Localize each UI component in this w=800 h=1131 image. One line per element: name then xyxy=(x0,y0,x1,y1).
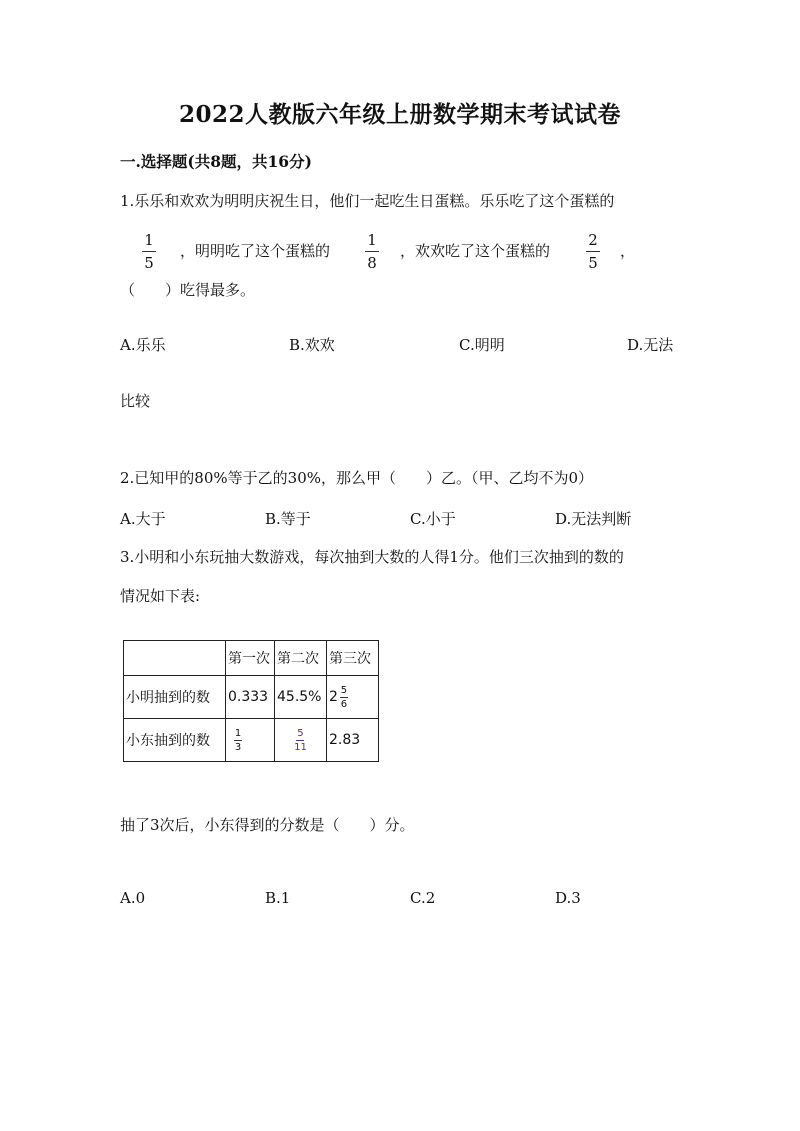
small-fraction xyxy=(294,728,307,753)
fraction-numerator: 5 xyxy=(340,684,348,696)
fraction-denominator: 8 xyxy=(367,254,377,272)
numbers-table xyxy=(123,640,379,762)
fraction-denominator: 6 xyxy=(340,698,348,710)
fraction-bar xyxy=(340,697,348,698)
option-c[interactable]: C.明明 xyxy=(459,336,505,354)
option-d-wrap: 比较 xyxy=(120,392,151,410)
option-b[interactable]: B.等于 xyxy=(265,510,311,528)
fraction-numerator: 1 xyxy=(144,231,154,249)
fraction-numerator: 1 xyxy=(234,727,242,739)
question-1-line-1: 1.乐乐和欢欢为明明庆祝生日，他们一起吃生日蛋糕。乐乐吃了这个蛋糕的 xyxy=(120,192,615,210)
table-header-row xyxy=(124,641,379,676)
section-heading: 一.选择题(共8题，共16分) xyxy=(120,152,312,171)
table-header-cell: 第三次 xyxy=(327,641,379,676)
table-cell: 45.5% xyxy=(275,676,327,719)
question-1-text-1: ，明明吃了这个蛋糕的 xyxy=(180,242,331,260)
small-fraction xyxy=(234,728,242,753)
option-a[interactable]: A.乐乐 xyxy=(120,336,166,354)
option-b[interactable]: B.欢欢 xyxy=(289,336,335,354)
table-header-cell: 第二次 xyxy=(275,641,327,676)
fraction-one-fifth xyxy=(142,231,156,272)
table-cell: 0.333 xyxy=(226,676,275,719)
option-a[interactable]: A.0 xyxy=(120,889,146,907)
fraction-one-eighth xyxy=(365,231,379,272)
fraction-bar xyxy=(234,740,242,741)
table-cell xyxy=(226,719,275,762)
fraction-bar xyxy=(142,251,156,252)
mixed-number xyxy=(329,685,348,710)
table-header-cell: 第一次 xyxy=(226,641,275,676)
mixed-whole: 2 xyxy=(329,689,338,705)
option-d[interactable]: D.无法 xyxy=(627,336,674,354)
option-c[interactable]: C.小于 xyxy=(410,510,456,528)
fraction-denominator: 11 xyxy=(294,741,307,753)
question-2-text: 2.已知甲的80%等于乙的30%，那么甲（ ）乙。（甲、乙均不为0） xyxy=(120,469,594,487)
fraction-two-fifths xyxy=(586,231,600,272)
option-d[interactable]: D.无法判断 xyxy=(555,510,632,528)
question-3-line-1: 3.小明和小东玩抽大数游戏，每次抽到大数的人得1分。他们三次抽到的数的 xyxy=(120,548,624,566)
row-label: 小东抽到的数 xyxy=(124,719,226,762)
option-c[interactable]: C.2 xyxy=(410,889,436,907)
question-3-after: 抽了3次后，小东得到的分数是（ ）分。 xyxy=(120,816,415,834)
option-d[interactable]: D.3 xyxy=(555,889,581,907)
table-cell xyxy=(327,676,379,719)
table-row xyxy=(124,719,379,762)
page-title: 2022人教版六年级上册数学期末考试试卷 xyxy=(178,101,621,128)
fraction-denominator: 3 xyxy=(234,741,242,753)
table-cell: 2.83 xyxy=(327,719,379,762)
fraction-denominator: 5 xyxy=(588,254,598,272)
table-header-cell xyxy=(124,641,226,676)
fraction-bar xyxy=(296,740,304,741)
fraction-bar xyxy=(365,251,379,252)
fraction-denominator: 5 xyxy=(144,254,154,272)
question-1-text-2: ，欢欢吃了这个蛋糕的 xyxy=(400,242,551,260)
option-b[interactable]: B.1 xyxy=(265,889,291,907)
fraction-numerator: 5 xyxy=(297,727,304,739)
table-row xyxy=(124,676,379,719)
row-label: 小明抽到的数 xyxy=(124,676,226,719)
question-1-text-3: ， xyxy=(620,242,636,260)
fraction-numerator: 2 xyxy=(588,231,598,249)
table-cell xyxy=(275,719,327,762)
fraction-bar xyxy=(586,251,600,252)
question-1-line-3: （ ）吃得最多。 xyxy=(120,281,256,299)
question-3-line-2: 情况如下表: xyxy=(120,587,201,605)
fraction-numerator: 1 xyxy=(367,231,377,249)
option-a[interactable]: A.大于 xyxy=(120,510,166,528)
small-fraction xyxy=(340,685,348,710)
